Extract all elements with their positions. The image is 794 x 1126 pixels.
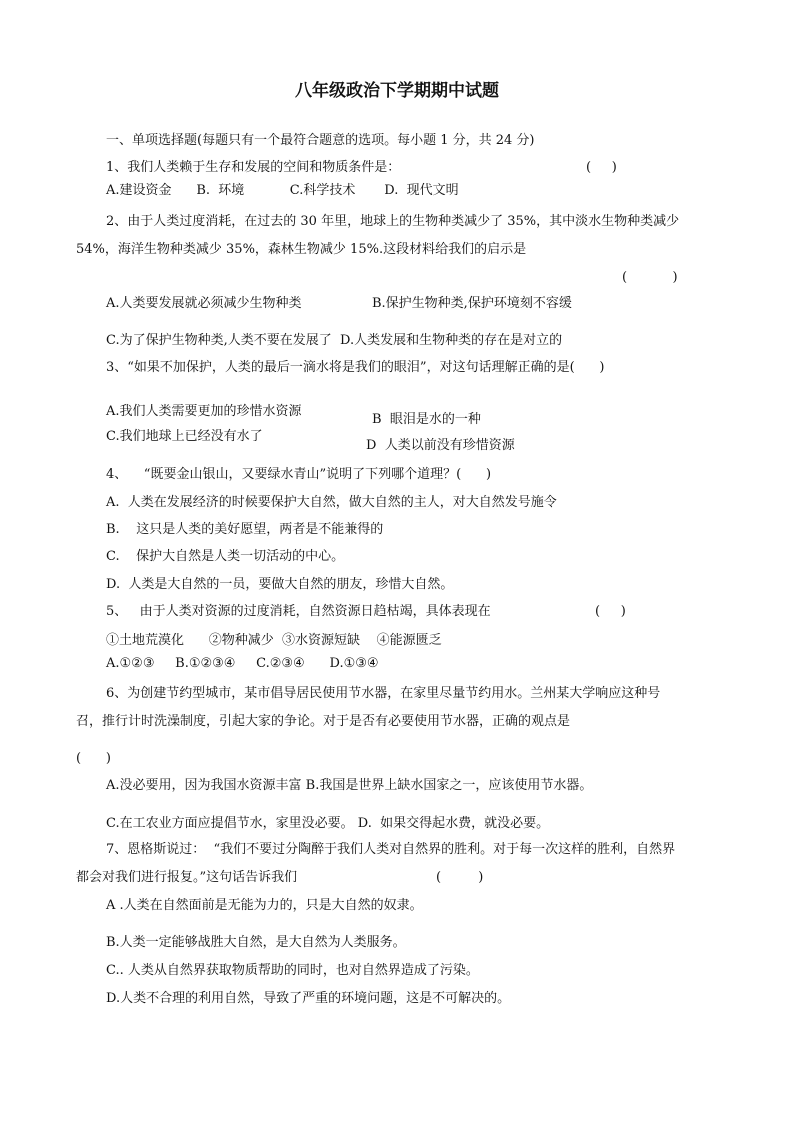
q3-option-d: D 人类以前没有珍惜资源 [366, 438, 515, 453]
q3-option-c: C.我们地球上已经没有水了 [106, 429, 263, 444]
q7-answer-blank: ( ) [436, 870, 484, 885]
q3-option-b: B 眼泪是水的一种 [372, 412, 481, 427]
q1-answer-blank: ( ) [586, 160, 617, 175]
q5-answer-blank: ( ) [595, 604, 626, 619]
q7-option-c: C.. 人类从自然界获取物质帮助的同时，也对自然界造成了污染。 [106, 963, 479, 978]
q2-option-b: B.保护生物种类,保护环境刻不容缓 [372, 296, 572, 311]
q2-stem-line2: 54%，海洋生物种类减少 35%，森林生物减少 15%.这段材料给我们的启示是 [76, 242, 527, 257]
q3-option-a: A.我们人类需要更加的珍惜水资源 [106, 404, 302, 419]
q6-options-ab: A.没必要用，因为我国水资源丰富 B.我国是世界上缺水国家之一，应该使用节水器。 [106, 778, 593, 793]
q6-stem-line2: 召，推行计时洗澡制度，引起大家的争论。对于是否有必要使用节水器，正确的观点是 [76, 714, 571, 729]
q4-option-a: A. 人类在发展经济的时候要保护大自然，做大自然的主人，对大自然发号施令 [106, 495, 557, 510]
section-heading: 一、单项选择题(每题只有一个最符合题意的选项。每小题 1 分，共 24 分) [106, 133, 535, 148]
q5-options: A.①②③ B.①②③④ C.②③④ D.①③④ [106, 656, 379, 671]
page-title: 八年级政治下学期期中试题 [295, 81, 499, 101]
q4-option-b: B. 这只是人类的美好愿望，两者是不能兼得的 [106, 522, 384, 537]
q7-option-b: B.人类一定能够战胜大自然，是大自然为人类服务。 [106, 935, 406, 950]
q7-option-a: A .人类在自然面前是无能为力的，只是大自然的奴隶。 [106, 898, 423, 913]
q5-items: ①土地荒漠化 ②物种减少 ③水资源短缺 ④能源匮乏 [106, 633, 442, 648]
q5-stem: 5、 由于人类对资源的过度消耗，自然资源日趋枯竭，具体表现在 [106, 604, 491, 619]
q4-option-c: C. 保护大自然是人类一切活动的中心。 [106, 549, 345, 564]
q1-options: A.建设资金 B. 环境 C.科学技术 D. 现代文明 [106, 183, 459, 198]
q4-stem: 4、 “既要金山银山，又要绿水青山”说明了下列哪个道理？( ) [106, 467, 492, 482]
q7-stem-line2: 都会对我们进行报复。”这句话告诉我们 [76, 870, 298, 885]
q7-stem-line1: 7、恩格斯说过： “我们不要过分陶醉于我们人类对自然界的胜利。对于每一次这样的胜利，自然界 [106, 842, 676, 857]
q6-answer-blank: ( ) [76, 751, 111, 766]
q7-option-d: D.人类不合理的利用自然，导致了严重的环境问题，这是不可解决的。 [106, 991, 511, 1006]
q2-options-cd: C.为了保护生物种类,人类不要在发展了 D.人类发展和生物种类的存在是对立的 [106, 333, 563, 348]
q2-answer-blank: ( ) [622, 270, 678, 285]
q2-option-a: A.人类要发展就必须减少生物种类 [106, 296, 302, 311]
q6-options-cd: C.在工农业方面应提倡节水，家里没必要。 D. 如果交得起水费，就没必要。 [106, 816, 550, 831]
q4-option-d: D. 人类是大自然的一员，要做大自然的朋友，珍惜大自然。 [106, 577, 454, 592]
q3-stem: 3、“如果不加保护，人类的最后一滴水将是我们的眼泪”，对这句话理解正确的是( ) [106, 360, 605, 375]
q2-stem-line1: 2、由于人类过度消耗，在过去的 30 年里，地球上的生物种类减少了 35%，其中淡水生物种类减少 [106, 214, 680, 229]
q6-stem-line1: 6、为创建节约型城市，某市倡导居民使用节水器，在家里尽量节约用水。兰州某大学响应这种号 [106, 686, 661, 701]
q1-stem: 1、我们人类赖于生存和发展的空间和物质条件是： [106, 160, 401, 175]
